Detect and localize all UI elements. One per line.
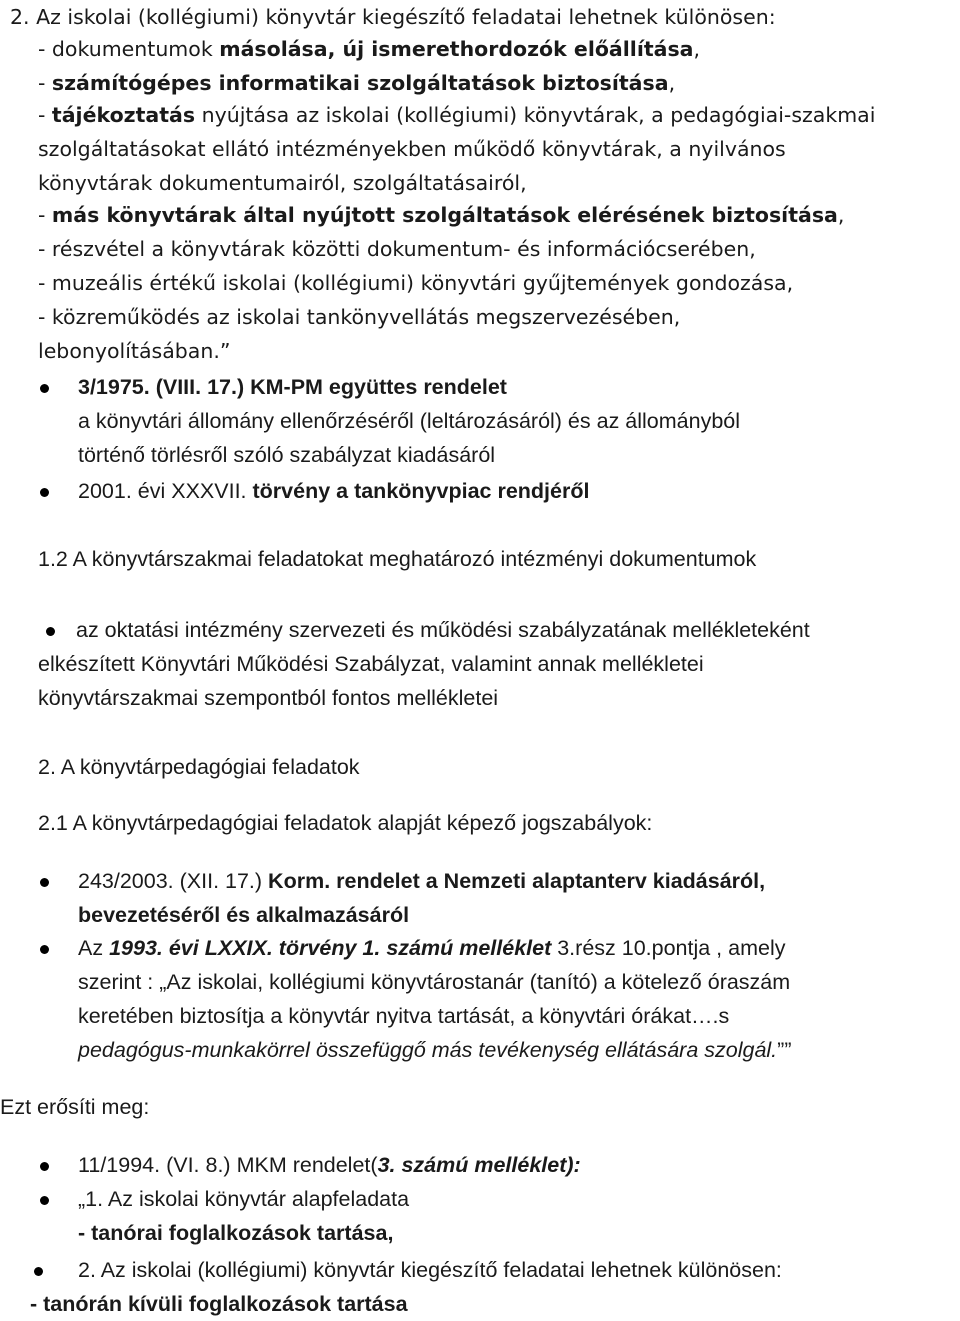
text-line: lebonyolításában.” (38, 339, 231, 363)
text-line: 2001. évi XXXVII. törvény a tankönyvpiac rendjéről (78, 479, 590, 503)
bullet-icon (40, 878, 49, 887)
text-line: - tanórai foglalkozások tartása, (78, 1221, 394, 1245)
bullet-icon (40, 945, 49, 954)
text-line: - számítógépes informatikai szolgáltatások biztosítása, (38, 71, 676, 95)
text-line: történő törlésről szóló szabályzat kiadásáról (78, 443, 496, 467)
text-line: - muzeális értékű iskolai (kollégiumi) könyvtári gyűjtemények gondozása, (38, 271, 794, 295)
bullet-icon (40, 1162, 49, 1171)
text-line: Az 1993. évi LXXIX. törvény 1. számú melléklet 3.rész 10.pontja , amely (78, 936, 786, 960)
text-line: - tájékoztatás nyújtása az iskolai (kollégiumi) könyvtárak, a pedagógiai-szakmai (38, 103, 876, 127)
text-line: szolgáltatásokat ellátó intézményekben működő könyvtárak, a nyilvános (38, 137, 786, 161)
section-heading: 2.1 A könyvtárpedagógiai feladatok alapját képező jogszabályok: (38, 811, 653, 835)
section-heading: 1.2 A könyvtárszakmai feladatokat meghatározó intézményi dokumentumok (38, 547, 757, 571)
text-line: elkészített Könyvtári Működési Szabályzat, valamint annak mellékletei (38, 652, 704, 676)
text-line: bevezetéséről és alkalmazásáról (78, 903, 410, 927)
text-line: „1. Az iskolai könyvtár alapfeladata (78, 1187, 410, 1211)
text-line: 3/1975. (VIII. 17.) KM-PM együttes rendelet (78, 375, 507, 399)
text-line: - más könyvtárak által nyújtott szolgáltatások elérésének biztosítása, (38, 203, 845, 227)
text-line: az oktatási intézmény szervezeti és működési szabályzatának mellékleteként (76, 618, 810, 642)
text-line: 11/1994. (VI. 8.) MKM rendelet(3. számú melléklet): (78, 1153, 581, 1177)
section-heading: 2. A könyvtárpedagógiai feladatok (38, 755, 360, 779)
text-line: 2. Az iskolai (kollégiumi) könyvtár kiegészítő feladatai lehetnek különösen: (78, 1258, 782, 1282)
text-line: könyvtárak dokumentumairól, szolgáltatásairól, (38, 171, 527, 195)
text-line: pedagógus-munkakörrel összefüggő más tevékenység ellátására szolgál.”” (78, 1038, 792, 1062)
text-line: szerint : „Az iskolai, kollégiumi könyvtárostanár (tanító) a kötelező óraszám (78, 970, 791, 994)
bullet-icon (40, 488, 49, 497)
text-line: a könyvtári állomány ellenőrzéséről (leltározásáról) és az állományból (78, 409, 741, 433)
text-line: keretében biztosítja a könyvtár nyitva tartását, a könyvtári órákat….s (78, 1004, 730, 1028)
bullet-icon (46, 627, 55, 636)
text-line: - közreműködés az iskolai tankönyvellátás megszervezésében, (38, 305, 681, 329)
bullet-icon (40, 384, 49, 393)
text-line: 2. Az iskolai (kollégiumi) könyvtár kiegészítő feladatai lehetnek különösen: (10, 5, 776, 29)
text-line: Ezt erősíti meg: (0, 1095, 150, 1119)
text-line: - dokumentumok másolása, új ismerethordozók előállítása, (38, 37, 701, 61)
text-line: - részvétel a könyvtárak közötti dokumentum- és információcserében, (38, 237, 756, 261)
text-line: 243/2003. (XII. 17.) Korm. rendelet a Nemzeti alaptanterv kiadásáról, (78, 869, 766, 893)
bullet-icon (34, 1267, 43, 1276)
text-line: könyvtárszakmai szempontból fontos mellékletei (38, 686, 499, 710)
text-line: - tanórán kívüli foglalkozások tartása (30, 1292, 408, 1316)
bullet-icon (40, 1196, 49, 1205)
